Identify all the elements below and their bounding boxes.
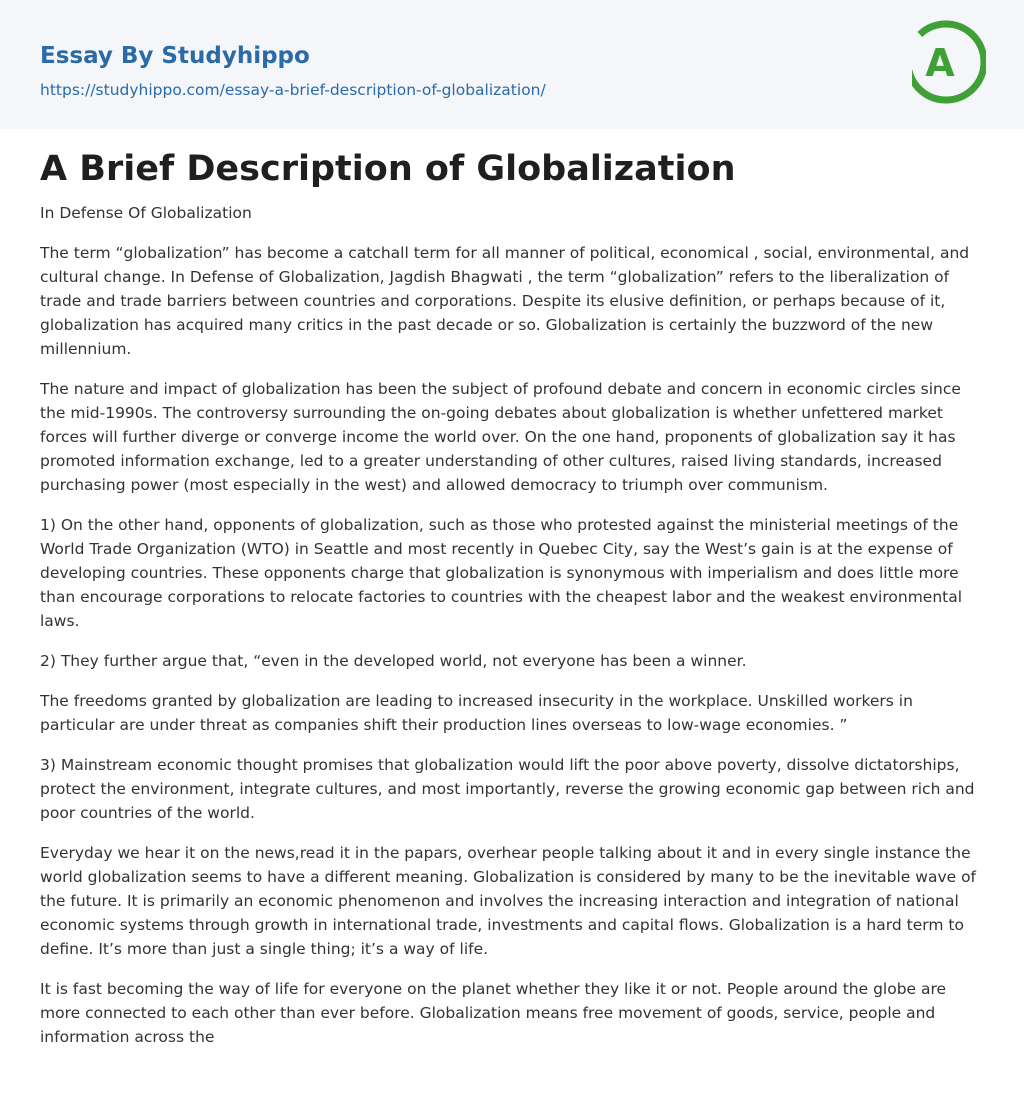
logo-letter: A [925, 41, 955, 85]
essay-url-link[interactable]: https://studyhippo.com/essay-a-brief-description-of-globalization/ [40, 81, 546, 99]
paragraph: 1) On the other hand, opponents of globalization, such as those who protested against the ministerial meetings of the World Trade Organization (WTO) in Seattle and most recently in Quebec City, say the West’s gain is at the expense of developing countries. These opponents charge that globalization is synonymous with imperialism and does little more than encourage corporations to relocate factories to countries with the cheapest labor and the weakest environmental laws. [40, 516, 963, 630]
article-content [0, 145, 1024, 1049]
paragraph: Everyday we hear it on the news,read it in the papars, overhear people talking about it and in every single instance the world globalization seems to have a different meaning. Globalization is considered by many to be the inevitable wave of the future. It is primarily an economic phenomenon and involves the increasing interaction and integration of national economic systems through growth in international trade, investments and capital flows. Globalization is a hard term to define. It’s more than just a single thing; it’s a way of life. [40, 844, 977, 958]
site-header [0, 0, 1024, 129]
paragraph: The term “globalization” has become a catchall term for all manner of political, economical , social, environmental, and cultural change. In Defense of Globalization, Jagdish Bhagwati , the term “globalization” refers to the liberalization of trade and trade barriers between countries and corporations. Despite its elusive definition, or perhaps because of it, globalization has acquired many critics in the past decade or so. Globalization is certainly the buzzword of the new millennium. [40, 244, 970, 358]
paragraph: 3) Mainstream economic thought promises that globalization would lift the poor above poverty, dissolve dictatorships, protect the environment, integrate cultures, and most importantly, reverse the growing economic gap between rich and poor countries of the world. [40, 756, 975, 822]
studyhippo-logo-icon[interactable] [912, 18, 986, 106]
paragraph: 2) They further argue that, “even in the developed world, not everyone has been a winner. [40, 652, 747, 670]
paragraph: The freedoms granted by globalization are leading to increased insecurity in the workplace. Unskilled workers in particular are under threat as companies shift their production lines overseas to low-wage economies. ” [40, 692, 913, 734]
site-brand[interactable]: Essay By Studyhippo [40, 43, 310, 69]
paragraph: The nature and impact of globalization has been the subject of profound debate and concern in economic circles since the mid-1990s. The controversy surrounding the on-going debates about globalization is whether unfettered market forces will further diverge or converge income the world over. On the one hand, proponents of globalization say it has promoted information exchange, led to a greater understanding of other cultures, raised living standards, increased purchasing power (most especially in the west) and allowed democracy to triumph over communism. [40, 380, 961, 494]
paragraph: It is fast becoming the way of life for everyone on the planet whether they like it or not. People around the globe are more connected to each other than ever before. Globalization means free movement of goods, service, people and information across the [40, 980, 947, 1046]
article-subtitle: In Defense Of Globalization [40, 204, 252, 222]
page-title: A Brief Description of Globalization [40, 149, 736, 189]
